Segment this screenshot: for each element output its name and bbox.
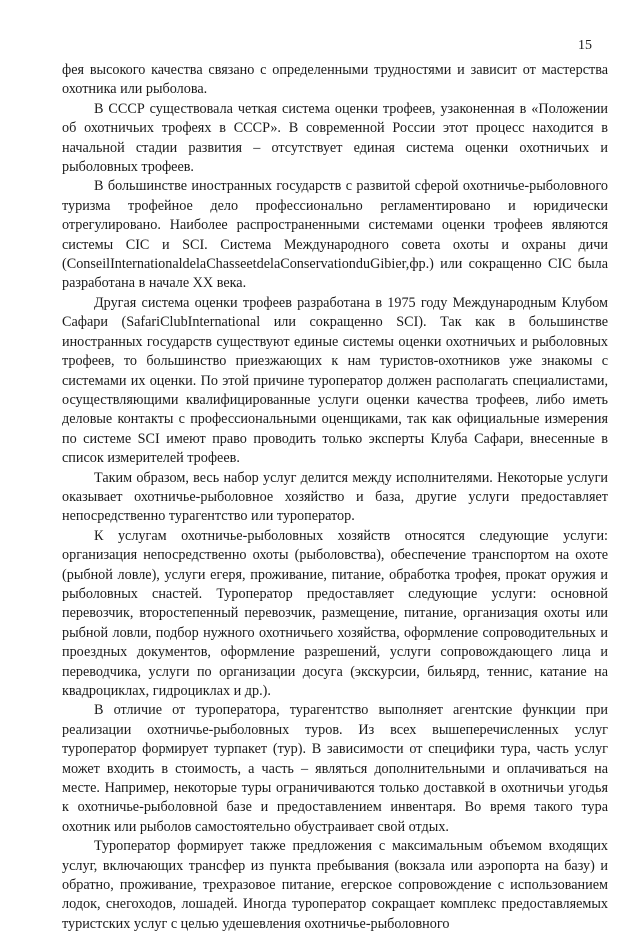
paragraph-continuation: фея высокого качества связано с определенными трудностями и зависит от мастерства охотника или рыболова. — [62, 62, 608, 98]
paragraph: Другая система оценки трофеев разработана в 1975 году Международным Клубом Сафари (SafariClubInternational или сокращенно SCI). Так как в большинстве иностранных государств существуют единые системы оценки охотничьих и рыболовных трофеев, то большинство приезжающих к нам туристов-охотников уже знакомы с системами их оценки. По этой причине туроператор должен располагать специалистами, осуществляющими квалифицированные услуги оценки качества трофеев, либо иметь деловые контакты с профессиональными оценщиками, так как официальные измерения по системе SCI имеют право проводить только эксперты Клуба Сафари, внесенные в список измерителей трофеев. — [62, 294, 608, 467]
paragraph: В отличие от туроператора, турагентство выполняет агентские функции при реализации охотничье-рыболовных туров. Из всех вышеперечисленных услуг туроператор формирует турпакет (тур). В зависимости от специфики тура, часть услуг может входить в стоимость, а часть – являться дополнительными и оплачиваться на месте. Например, некоторые туры ограничиваются только доставкой в охотничьи угодья к охотничье-рыболовной базе и предоставлением инвентаря. Во время такого тура охотник или рыболов самостоятельно обустраивает свой отдых. — [62, 702, 608, 835]
paragraph: К услугам охотничье-рыболовных хозяйств относятся следующие услуги: организация непосредственно охоты (рыболовства), обеспечение транспортом на охоте (рыбной ловле), услуги егеря, проживание, питание, обработка трофея, прокат оружия и рыболовных снастей. Туроператор предоставляет следующие услуги: основной перевозчик, второстепенный перевозчик, размещение, питание, организация охоты или рыбной ловли, подбор нужного охотничьего хозяйства, оформление сопроводительных и проездных документов, оформление разрешений, услуги сопровождающего лица и переводчика, услуги по организации досуга (экскурсии, бильярд, теннис, катание на квадроциклах, гидроциклах и др.). — [62, 527, 608, 699]
paragraph: В СССР существовала четкая система оценки трофеев, узаконенная в «Положении об охотничьих трофеях в СССР». В современной России этот процесс находится в начальной стадии развития – отсутствует единая система оценки охотничьих и рыболовных трофеев. — [62, 100, 608, 176]
paragraph: В большинстве иностранных государств с развитой сферой охотничье-рыболовного туризма трофейное дело профессионально регламентировано и юридически отрегулировано. Наиболее распространенными системами оценки трофеев являются системы CIC и SCI. Система Международного совета охоты и охраны дичи (ConseilInternationaldelaChasseetdelaConservationduGibier,фр.) или сокращенно CIC была разработана в начале XX века. — [62, 178, 608, 292]
page-number: 15 — [578, 38, 592, 53]
paragraph: Туроператор формирует также предложения с максимальным объемом входящих услуг, включающих трансфер из пункта пребывания (вокзала или аэропорта на базу) и обратно, проживание, трехразовое питание, егерское сопровождение с использованием лодок, снегоходов, лошадей. Иногда туроператор сокращает комплекс предоставляемых туристских услуг с целью удешевления охотничье-рыболовного — [62, 838, 608, 932]
document-body — [62, 61, 608, 934]
paragraph: Таким образом, весь набор услуг делится между исполнителями. Некоторые услуги оказывает охотничье-рыболовное хозяйство и база, другие услуги предоставляет непосредственно турагентство или туроператор. — [62, 469, 608, 525]
